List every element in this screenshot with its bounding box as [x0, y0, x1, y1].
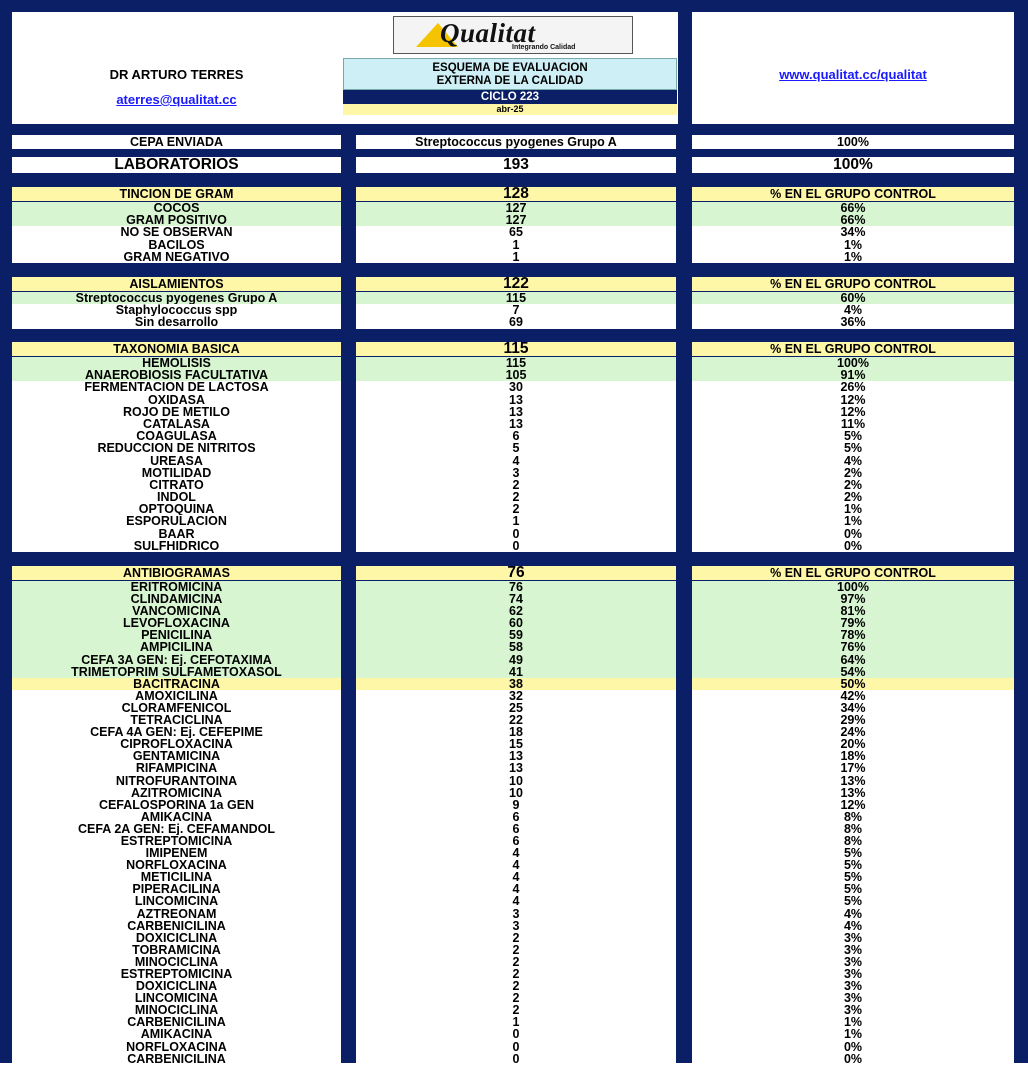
row-percent: 5%: [692, 442, 1014, 454]
row-label: GRAM NEGATIVO: [12, 251, 341, 263]
row-count: 1: [356, 1016, 676, 1028]
section-title: TINCION DE GRAM: [12, 187, 341, 201]
row-count: 32: [356, 690, 676, 702]
row-count: 74: [356, 593, 676, 605]
row-percent: 97%: [692, 593, 1014, 605]
row-percent: 4%: [692, 920, 1014, 932]
row-percent: 81%: [692, 605, 1014, 617]
row-label: LINCOMICINA: [12, 992, 341, 1004]
row-label: METICILINA: [12, 871, 341, 883]
row-percent: 0%: [692, 1053, 1014, 1065]
doctor-email-link[interactable]: aterres@qualitat.cc: [116, 92, 237, 107]
row-label: MINOCICLINA: [12, 956, 341, 968]
section-pct-title: % EN EL GRUPO CONTROL: [692, 187, 1014, 201]
row-percent: 8%: [692, 823, 1014, 835]
section-total: 128: [356, 187, 676, 201]
section-counts: [356, 202, 676, 263]
qualitat-logo: [393, 16, 633, 54]
row-percent: 66%: [692, 202, 1014, 214]
row-label: AMIKACINA: [12, 811, 341, 823]
row-percent: 3%: [692, 1004, 1014, 1016]
row-count: 4: [356, 871, 676, 883]
row-label: ROJO DE METILO: [12, 406, 341, 418]
header-left-cell: [12, 12, 341, 124]
row-count: 69: [356, 316, 676, 328]
row-label: CIPROFLOXACINA: [12, 738, 341, 750]
row-count: 115: [356, 357, 676, 369]
row-percent: 12%: [692, 799, 1014, 811]
row-label: ERITROMICINA: [12, 581, 341, 593]
row-percent: 12%: [692, 406, 1014, 418]
row-percent: 8%: [692, 811, 1014, 823]
row-label: CEFALOSPORINA 1a GEN: [12, 799, 341, 811]
row-count: 58: [356, 641, 676, 653]
row-label: TETRACICLINA: [12, 714, 341, 726]
section-counts: [356, 581, 676, 1065]
section-title: TAXONOMIA BASICA: [12, 342, 341, 356]
labs-pct: 100%: [692, 157, 1014, 173]
row-count: 13: [356, 750, 676, 762]
row-label: AMIKACINA: [12, 1028, 341, 1040]
section-total: 76: [356, 566, 676, 580]
row-percent: 17%: [692, 762, 1014, 774]
row-count: 2: [356, 1004, 676, 1016]
row-count: 76: [356, 581, 676, 593]
row-label: COCOS: [12, 202, 341, 214]
row-label: UREASA: [12, 455, 341, 467]
row-percent: 3%: [692, 956, 1014, 968]
row-label: DOXICICLINA: [12, 932, 341, 944]
row-label: LINCOMICINA: [12, 895, 341, 907]
row-label: BACILOS: [12, 239, 341, 251]
row-count: 2: [356, 968, 676, 980]
row-label: TRIMETOPRIM SULFAMETOXASOL: [12, 666, 341, 678]
row-percent: 26%: [692, 381, 1014, 393]
row-percent: 1%: [692, 239, 1014, 251]
section-counts: [356, 292, 676, 329]
row-percent: 4%: [692, 455, 1014, 467]
row-count: 7: [356, 304, 676, 316]
row-percent: 2%: [692, 467, 1014, 479]
row-label: AMPICILINA: [12, 641, 341, 653]
row-percent: 24%: [692, 726, 1014, 738]
logo-tagline: Integrando Calidad: [512, 44, 576, 51]
row-percent: 1%: [692, 251, 1014, 263]
row-count: 4: [356, 847, 676, 859]
row-count: 3: [356, 908, 676, 920]
row-label: ESTREPTOMICINA: [12, 968, 341, 980]
row-count: 0: [356, 1053, 676, 1065]
row-label: PIPERACILINA: [12, 883, 341, 895]
section-names: [12, 357, 341, 552]
section-title: AISLAMIENTOS: [12, 277, 341, 291]
row-percent: 4%: [692, 908, 1014, 920]
row-percent: 5%: [692, 847, 1014, 859]
row-count: 6: [356, 811, 676, 823]
section-pcts: [692, 202, 1014, 263]
row-percent: 100%: [692, 357, 1014, 369]
row-percent: 79%: [692, 617, 1014, 629]
row-count: 38: [356, 678, 676, 690]
row-percent: 4%: [692, 304, 1014, 316]
row-label: DOXICICLINA: [12, 980, 341, 992]
row-count: 4: [356, 859, 676, 871]
row-label: OPTOQUINA: [12, 503, 341, 515]
row-count: 15: [356, 738, 676, 750]
row-count: 9: [356, 799, 676, 811]
row-label: Sin desarrollo: [12, 316, 341, 328]
row-percent: 50%: [692, 678, 1014, 690]
row-count: 0: [356, 1041, 676, 1053]
row-count: 22: [356, 714, 676, 726]
row-percent: 42%: [692, 690, 1014, 702]
row-label: ESPORULACION: [12, 515, 341, 527]
labs-label: LABORATORIOS: [12, 157, 341, 173]
row-label: ANAEROBIOSIS FACULTATIVA: [12, 369, 341, 381]
row-percent: 54%: [692, 666, 1014, 678]
row-label: SULFHIDRICO: [12, 540, 341, 552]
row-label: CEFA 4A GEN: Ej. CEFEPIME: [12, 726, 341, 738]
cycle-date: abr-25: [343, 104, 677, 115]
section-names: [12, 202, 341, 263]
row-percent: 3%: [692, 992, 1014, 1004]
row-label: CEFA 2A GEN: Ej. CEFAMANDOL: [12, 823, 341, 835]
header-right-cell: [692, 12, 1014, 124]
row-label: REDUCCION DE NITRITOS: [12, 442, 341, 454]
row-percent: 3%: [692, 932, 1014, 944]
row-count: 30: [356, 381, 676, 393]
row-percent: 36%: [692, 316, 1014, 328]
row-percent: 3%: [692, 980, 1014, 992]
section-counts: [356, 357, 676, 552]
row-percent: 18%: [692, 750, 1014, 762]
row-label: HEMOLISIS: [12, 357, 341, 369]
row-count: 49: [356, 654, 676, 666]
row-count: 0: [356, 1028, 676, 1040]
row-count: 2: [356, 503, 676, 515]
row-percent: 20%: [692, 738, 1014, 750]
section-names: [12, 581, 341, 1065]
row-count: 59: [356, 629, 676, 641]
strain-value: Streptococcus pyogenes Grupo A: [356, 135, 676, 149]
row-label: GENTAMICINA: [12, 750, 341, 762]
row-count: 13: [356, 418, 676, 430]
row-count: 0: [356, 540, 676, 552]
row-label: AMOXICILINA: [12, 690, 341, 702]
row-percent: 66%: [692, 214, 1014, 226]
row-count: 3: [356, 920, 676, 932]
row-label: CLINDAMICINA: [12, 593, 341, 605]
section-pcts: [692, 292, 1014, 329]
row-count: 4: [356, 883, 676, 895]
row-label: GRAM POSITIVO: [12, 214, 341, 226]
row-percent: 2%: [692, 491, 1014, 503]
row-label: COAGULASA: [12, 430, 341, 442]
section-title: ANTIBIOGRAMAS: [12, 566, 341, 580]
section-pcts: [692, 357, 1014, 552]
row-label: CEFA 3A GEN: Ej. CEFOTAXIMA: [12, 654, 341, 666]
row-label: ESTREPTOMICINA: [12, 835, 341, 847]
row-label: CARBENICILINA: [12, 920, 341, 932]
section-pcts: [692, 581, 1014, 1065]
row-label: NORFLOXACINA: [12, 1041, 341, 1053]
row-count: 25: [356, 702, 676, 714]
row-percent: 78%: [692, 629, 1014, 641]
row-count: 2: [356, 491, 676, 503]
row-count: 115: [356, 292, 676, 304]
labs-value: 193: [356, 157, 676, 173]
row-count: 13: [356, 394, 676, 406]
row-percent: 8%: [692, 835, 1014, 847]
row-count: 60: [356, 617, 676, 629]
row-label: RIFAMPICINA: [12, 762, 341, 774]
row-percent: 64%: [692, 654, 1014, 666]
row-label: IMIPENEM: [12, 847, 341, 859]
row-percent: 3%: [692, 968, 1014, 980]
logo-text: Qualitat: [440, 18, 536, 48]
row-label: MINOCICLINA: [12, 1004, 341, 1016]
row-percent: 12%: [692, 394, 1014, 406]
row-count: 41: [356, 666, 676, 678]
row-percent: 34%: [692, 226, 1014, 238]
row-label: NITROFURANTOINA: [12, 775, 341, 787]
row-count: 10: [356, 787, 676, 799]
row-percent: 13%: [692, 775, 1014, 787]
row-label: CARBENICILINA: [12, 1053, 341, 1065]
row-percent: 1%: [692, 1016, 1014, 1028]
row-count: 18: [356, 726, 676, 738]
row-count: 127: [356, 214, 676, 226]
row-percent: 3%: [692, 944, 1014, 956]
row-percent: 2%: [692, 479, 1014, 491]
row-label: PENICILINA: [12, 629, 341, 641]
row-count: 1: [356, 251, 676, 263]
row-count: 5: [356, 442, 676, 454]
row-count: 6: [356, 823, 676, 835]
row-label: CITRATO: [12, 479, 341, 491]
doctor-name: DR ARTURO TERRES: [109, 67, 244, 82]
row-count: 0: [356, 528, 676, 540]
program-title-line2: EXTERNA DE LA CALIDAD: [436, 75, 584, 87]
row-label: NO SE OBSERVAN: [12, 226, 341, 238]
row-percent: 91%: [692, 369, 1014, 381]
row-label: LEVOFLOXACINA: [12, 617, 341, 629]
row-percent: 1%: [692, 503, 1014, 515]
row-count: 105: [356, 369, 676, 381]
row-percent: 0%: [692, 1041, 1014, 1053]
row-label: Staphylococcus spp: [12, 304, 341, 316]
row-percent: 5%: [692, 859, 1014, 871]
row-percent: 11%: [692, 418, 1014, 430]
row-label: MOTILIDAD: [12, 467, 341, 479]
row-percent: 34%: [692, 702, 1014, 714]
row-percent: 13%: [692, 787, 1014, 799]
section-pct-title: % EN EL GRUPO CONTROL: [692, 342, 1014, 356]
row-label: AZITROMICINA: [12, 787, 341, 799]
website-link[interactable]: www.qualitat.cc/qualitat: [779, 67, 927, 82]
row-label: VANCOMICINA: [12, 605, 341, 617]
row-label: FERMENTACION DE LACTOSA: [12, 381, 341, 393]
row-count: 2: [356, 956, 676, 968]
row-label: BAAR: [12, 528, 341, 540]
row-count: 127: [356, 202, 676, 214]
row-count: 3: [356, 467, 676, 479]
row-percent: 1%: [692, 1028, 1014, 1040]
row-count: 1: [356, 515, 676, 527]
row-label: CATALASA: [12, 418, 341, 430]
row-count: 13: [356, 406, 676, 418]
row-count: 2: [356, 992, 676, 1004]
section-pct-title: % EN EL GRUPO CONTROL: [692, 277, 1014, 291]
row-count: 2: [356, 932, 676, 944]
row-label: CARBENICILINA: [12, 1016, 341, 1028]
row-count: 6: [356, 835, 676, 847]
row-count: 2: [356, 980, 676, 992]
row-percent: 5%: [692, 430, 1014, 442]
row-percent: 60%: [692, 292, 1014, 304]
row-count: 1: [356, 239, 676, 251]
row-label: INDOL: [12, 491, 341, 503]
row-count: 10: [356, 775, 676, 787]
row-label: OXIDASA: [12, 394, 341, 406]
row-percent: 0%: [692, 528, 1014, 540]
row-percent: 76%: [692, 641, 1014, 653]
cycle-bar: CICLO 223: [343, 90, 677, 104]
row-count: 65: [356, 226, 676, 238]
row-label: AZTREONAM: [12, 908, 341, 920]
row-count: 4: [356, 455, 676, 467]
row-count: 4: [356, 895, 676, 907]
row-label: NORFLOXACINA: [12, 859, 341, 871]
row-percent: 0%: [692, 540, 1014, 552]
row-label: CLORAMFENICOL: [12, 702, 341, 714]
section-pct-title: % EN EL GRUPO CONTROL: [692, 566, 1014, 580]
row-label: BACITRACINA: [12, 678, 341, 690]
strain-pct: 100%: [692, 135, 1014, 149]
row-count: 62: [356, 605, 676, 617]
row-percent: 5%: [692, 895, 1014, 907]
row-percent: 5%: [692, 871, 1014, 883]
program-title-line1: ESQUEMA DE EVALUACION: [432, 62, 588, 74]
section-total: 115: [356, 342, 676, 356]
row-percent: 1%: [692, 515, 1014, 527]
row-count: 2: [356, 944, 676, 956]
row-percent: 5%: [692, 883, 1014, 895]
row-count: 6: [356, 430, 676, 442]
row-label: TOBRAMICINA: [12, 944, 341, 956]
row-percent: 100%: [692, 581, 1014, 593]
row-percent: 29%: [692, 714, 1014, 726]
section-names: [12, 292, 341, 329]
row-count: 13: [356, 762, 676, 774]
row-count: 2: [356, 479, 676, 491]
program-box: [343, 58, 677, 90]
strain-label: CEPA ENVIADA: [12, 135, 341, 149]
section-total: 122: [356, 277, 676, 291]
row-label: Streptococcus pyogenes Grupo A: [12, 292, 341, 304]
